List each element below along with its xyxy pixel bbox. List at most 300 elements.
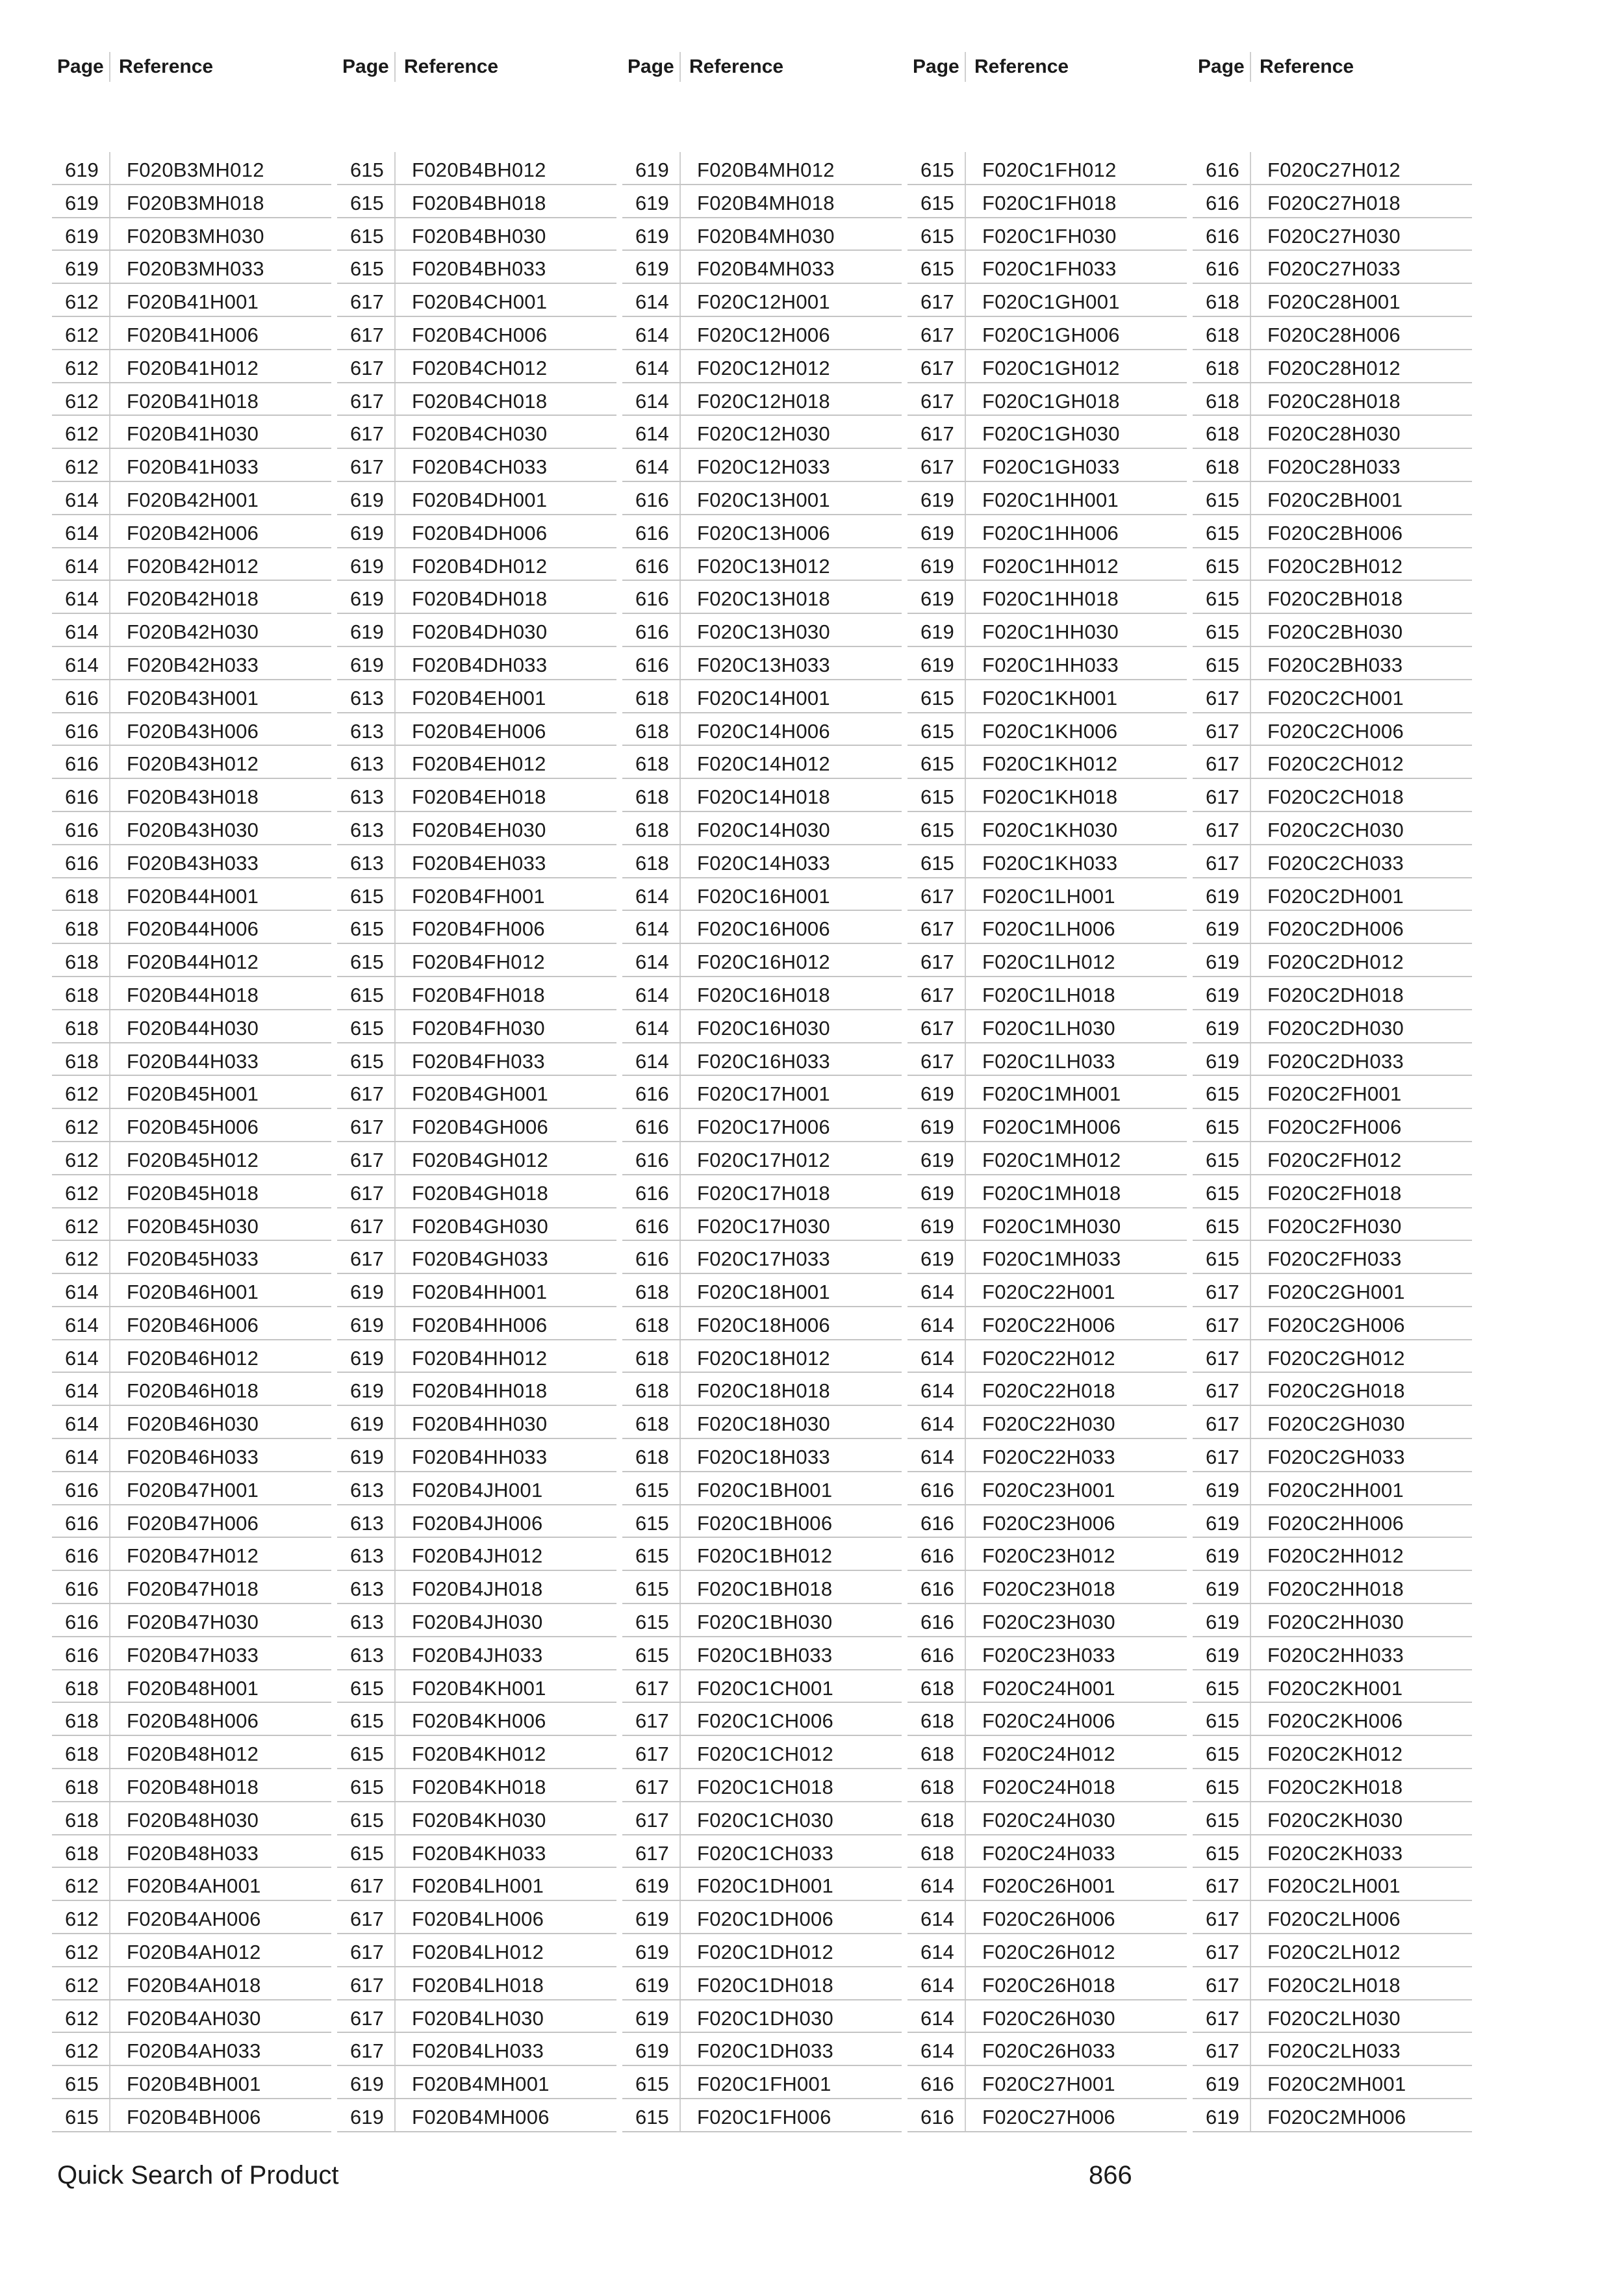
table-row (1193, 911, 1472, 944)
column-divider (965, 1010, 966, 1042)
column-divider (109, 2066, 110, 2098)
row-list (52, 152, 331, 2132)
page-cell: 614 (65, 620, 99, 644)
page-cell: 614 (65, 1446, 99, 1469)
column-divider (394, 647, 396, 679)
reference-cell: F020C27H012 (1267, 159, 1401, 181)
reference-cell: F020C2KH033 (1267, 1841, 1403, 1865)
table-row (1193, 1142, 1472, 1175)
page-cell: 618 (65, 1743, 99, 1766)
column-divider (679, 1241, 681, 1273)
table-row (337, 350, 616, 383)
table-row (52, 1010, 331, 1043)
column-divider (965, 383, 966, 415)
reference-cell: F020C2CH030 (1267, 818, 1404, 841)
table-row (907, 482, 1187, 515)
page-cell: 612 (65, 1214, 99, 1238)
page-cell: 614 (920, 1874, 954, 1898)
column-divider (394, 218, 396, 250)
page-cell: 618 (65, 1776, 99, 1799)
page-cell: 615 (1206, 488, 1239, 511)
reference-cell: F020B4MH018 (697, 191, 835, 214)
page-cell: 617 (350, 1874, 384, 1898)
column-divider (679, 218, 681, 250)
column-divider (109, 812, 110, 844)
page-cell: 614 (65, 1379, 99, 1403)
column-divider (1250, 1340, 1251, 1372)
reference-cell: F020B42H012 (127, 554, 259, 578)
reference-cell: F020B43H012 (127, 752, 259, 776)
column-divider (109, 52, 110, 82)
page-cell: 618 (65, 884, 99, 908)
table-row (622, 1373, 902, 1406)
page-cell: 615 (65, 2073, 99, 2096)
table-row (1193, 284, 1472, 317)
page-cell: 614 (635, 951, 669, 974)
column-divider (394, 1769, 396, 1801)
column-divider (109, 1307, 110, 1339)
reference-cell: F020C17H001 (697, 1082, 830, 1106)
column-divider (1250, 1769, 1251, 1801)
reference-cell: F020C22H006 (982, 1313, 1115, 1336)
column-divider (965, 581, 966, 613)
reference-cell: F020C14H030 (697, 818, 830, 841)
page-cell: 615 (350, 1709, 384, 1733)
reference-cell: F020B42H001 (127, 488, 259, 511)
table-row (337, 251, 616, 284)
page-cell: 615 (350, 951, 384, 974)
reference-cell: F020B42H030 (127, 620, 259, 644)
table-row (907, 1868, 1187, 1901)
reference-cell: F020C2DH018 (1267, 983, 1404, 1006)
reference-cell: F020C2FH033 (1267, 1247, 1402, 1271)
column-divider (679, 647, 681, 679)
reference-cell: F020B4JH012 (412, 1544, 543, 1568)
reference-cell: F020C1DH033 (697, 2039, 834, 2063)
table-row (337, 548, 616, 581)
page-cell: 615 (1206, 1841, 1239, 1865)
column-divider (394, 581, 396, 613)
column-divider (965, 416, 966, 448)
reference-cell: F020C16H006 (697, 917, 830, 941)
reference-cell: F020B42H033 (127, 653, 259, 676)
page-cell: 614 (920, 2039, 954, 2063)
row-list (337, 152, 616, 2132)
column-divider (1250, 1835, 1251, 1867)
table-row (337, 1208, 616, 1242)
page-cell: 619 (1206, 2106, 1239, 2129)
column-divider (394, 1604, 396, 1636)
reference-cell: F020B46H033 (127, 1446, 259, 1469)
table-row (907, 746, 1187, 779)
reference-cell: F020C1LH033 (982, 1049, 1115, 1073)
reference-cell: F020B42H006 (127, 521, 259, 544)
page-cell: 614 (65, 1412, 99, 1436)
page-cell: 616 (635, 1214, 669, 1238)
page-cell: 619 (635, 1908, 669, 1931)
page-cell: 617 (350, 356, 384, 379)
reference-cell: F020C14H001 (697, 686, 830, 709)
page-cell: 617 (920, 917, 954, 941)
table-row (52, 614, 331, 647)
reference-cell: F020C13H018 (697, 587, 830, 611)
table-row (52, 1472, 331, 1505)
column-divider (679, 1076, 681, 1108)
table-row (622, 1340, 902, 1373)
reference-cell: F020C27H001 (982, 2073, 1115, 2096)
column-divider (394, 284, 396, 316)
column-divider (109, 383, 110, 415)
page-cell: 615 (1206, 653, 1239, 676)
table-row (1193, 1835, 1472, 1869)
table-row (52, 1373, 331, 1406)
reference-cell: F020B4HH006 (412, 1313, 548, 1336)
table-row (622, 1703, 902, 1736)
column-divider (109, 1802, 110, 1834)
page-cell: 613 (350, 686, 384, 709)
column-divider (965, 52, 966, 82)
reference-cell: F020C17H018 (697, 1181, 830, 1205)
reference-cell: F020B4GH033 (412, 1247, 549, 1271)
column-divider (109, 1835, 110, 1867)
table-row (52, 2066, 331, 2099)
page-cell: 614 (635, 422, 669, 446)
column-divider (679, 614, 681, 646)
column-divider (394, 548, 396, 580)
table-row (337, 1142, 616, 1175)
page-cell: 617 (920, 1049, 954, 1073)
table-row (52, 515, 331, 548)
reference-cell: F020C2HH001 (1267, 1478, 1404, 1501)
column-divider (1250, 812, 1251, 844)
page-cell: 617 (350, 290, 384, 314)
reference-cell: F020C2MH001 (1267, 2073, 1406, 2096)
page-cell: 619 (350, 1281, 384, 1304)
column-divider (965, 2099, 966, 2131)
page-cell: 617 (350, 422, 384, 446)
column-divider (1250, 416, 1251, 448)
reference-cell: F020B47H033 (127, 1643, 259, 1667)
page-cell: 617 (635, 1776, 669, 1799)
page-cell: 619 (920, 620, 954, 644)
page-cell: 615 (350, 1776, 384, 1799)
page-cell: 615 (920, 786, 954, 809)
table-row (622, 1868, 902, 1901)
column-divider (394, 2033, 396, 2065)
column-divider (109, 1571, 110, 1603)
table-row (622, 1274, 902, 1307)
column-divider (109, 1934, 110, 1966)
reference-cell: F020C1CH001 (697, 1676, 834, 1700)
page-cell: 619 (635, 224, 669, 248)
column-divider (394, 944, 396, 976)
reference-cell: F020C1FH018 (982, 191, 1117, 214)
page-cell: 615 (1206, 1808, 1239, 1832)
column-divider (394, 1934, 396, 1966)
reference-cell: F020C1BH018 (697, 1578, 833, 1601)
page-cell: 612 (65, 1908, 99, 1931)
reference-cell: F020C2BH006 (1267, 521, 1403, 544)
page-cell: 612 (65, 1082, 99, 1106)
column-divider (1250, 1175, 1251, 1207)
table-row (907, 1538, 1187, 1571)
column-divider (394, 1340, 396, 1372)
reference-cell: F020C22H030 (982, 1412, 1115, 1436)
column-divider (965, 1703, 966, 1735)
column-divider (109, 1868, 110, 1900)
reference-cell: F020B4BH033 (412, 257, 546, 281)
page-cell: 614 (65, 521, 99, 544)
column-divider (394, 1010, 396, 1042)
reference-cell: F020B46H001 (127, 1281, 259, 1304)
reference-cell: F020C1BH001 (697, 1478, 833, 1501)
page-cell: 618 (920, 1776, 954, 1799)
table-row (1193, 1637, 1472, 1670)
reference-cell: F020B44H006 (127, 917, 259, 941)
column-divider (965, 647, 966, 679)
page-cell: 619 (920, 1181, 954, 1205)
page-cell: 619 (635, 2006, 669, 2030)
table-row (1193, 1868, 1472, 1901)
reference-cell: F020C2FH018 (1267, 1181, 1402, 1205)
reference-cell: F020C1HH030 (982, 620, 1119, 644)
page-cell: 619 (920, 488, 954, 511)
reference-cell: F020B41H033 (127, 455, 259, 479)
table-row (907, 350, 1187, 383)
table-row (52, 1439, 331, 1472)
table-row (622, 1307, 902, 1340)
reference-cell: F020B47H030 (127, 1611, 259, 1634)
table-row (52, 449, 331, 482)
reference-cell: F020B4FH001 (412, 884, 545, 908)
reference-cell: F020C1GH033 (982, 455, 1120, 479)
reference-cell: F020C28H033 (1267, 455, 1401, 479)
page-cell: 619 (920, 1214, 954, 1238)
page-header: Page (1198, 56, 1245, 77)
page-cell: 614 (635, 1016, 669, 1040)
column-divider (1250, 2000, 1251, 2032)
reference-cell: F020C12H018 (697, 389, 830, 413)
reference-header: Reference (1260, 56, 1354, 77)
page-cell: 615 (1206, 1776, 1239, 1799)
table-row (337, 1868, 616, 1901)
table-row (1193, 2066, 1472, 2099)
page-cell: 616 (635, 1247, 669, 1271)
reference-cell: F020C2BH030 (1267, 620, 1403, 644)
column-divider (965, 1505, 966, 1537)
column-divider (679, 350, 681, 382)
page-cell: 614 (920, 1346, 954, 1370)
reference-cell: F020B4MH033 (697, 257, 835, 281)
table-row (52, 1076, 331, 1109)
table-row (52, 1142, 331, 1175)
page-cell: 615 (350, 884, 384, 908)
table-row (907, 1274, 1187, 1307)
column-divider (965, 2066, 966, 2098)
reference-cell: F020C27H018 (1267, 191, 1401, 214)
reference-cell: F020B48H001 (127, 1676, 259, 1700)
table-row (1193, 152, 1472, 185)
table-row (1193, 449, 1472, 482)
reference-cell: F020C16H030 (697, 1016, 830, 1040)
table-row (52, 1175, 331, 1208)
page-cell: 615 (350, 1016, 384, 1040)
table-row (52, 1406, 331, 1439)
column-divider (965, 1538, 966, 1570)
table-row (337, 185, 616, 218)
column-divider (109, 185, 110, 217)
reference-cell: F020C14H012 (697, 752, 830, 776)
column-divider (1250, 1802, 1251, 1834)
reference-cell: F020C1FH012 (982, 159, 1117, 181)
page-cell: 616 (920, 1478, 954, 1501)
column-divider (109, 1109, 110, 1141)
reference-cell: F020C27H006 (982, 2106, 1115, 2129)
table-row (337, 1802, 616, 1835)
table-row (907, 1439, 1187, 1472)
reference-cell: F020C1HH012 (982, 554, 1119, 578)
column-divider (679, 1967, 681, 1999)
reference-cell: F020C1GH012 (982, 356, 1120, 379)
table-row (1193, 779, 1472, 812)
page-cell: 619 (920, 1082, 954, 1106)
table-row (907, 152, 1187, 185)
page-cell: 616 (65, 818, 99, 841)
page-cell: 615 (1206, 587, 1239, 611)
table-row (1193, 1274, 1472, 1307)
column-divider (1250, 680, 1251, 712)
reference-cell: F020C1BH006 (697, 1511, 833, 1535)
page-cell: 616 (1206, 257, 1239, 281)
column-divider (1250, 1439, 1251, 1471)
column-divider (679, 1703, 681, 1735)
column-divider (394, 779, 396, 811)
reference-cell: F020C2FH006 (1267, 1116, 1402, 1139)
table-row (337, 779, 616, 812)
table-row (52, 1637, 331, 1670)
reference-cell: F020C12H030 (697, 422, 830, 446)
table-row (337, 152, 616, 185)
column-divider (1250, 1868, 1251, 1900)
reference-cell: F020B4DH012 (412, 554, 548, 578)
table-row (337, 1538, 616, 1571)
reference-cell: F020C13H001 (697, 488, 830, 511)
page-cell: 613 (350, 786, 384, 809)
page-cell: 615 (920, 159, 954, 181)
column-divider (1250, 515, 1251, 547)
table-row (52, 1571, 331, 1604)
column-divider (394, 1076, 396, 1108)
page-header: Page (628, 56, 674, 77)
table-row (337, 1076, 616, 1109)
column-divider (965, 1967, 966, 1999)
table-row (622, 2033, 902, 2066)
table-row (337, 845, 616, 878)
column-divider (965, 2033, 966, 2065)
table-row (337, 1934, 616, 1967)
table-row (907, 1967, 1187, 2000)
column-divider (679, 185, 681, 217)
page-cell: 619 (635, 257, 669, 281)
reference-cell: F020B43H033 (127, 851, 259, 875)
reference-cell: F020C1KH001 (982, 686, 1118, 709)
table-row (1193, 1241, 1472, 1274)
column-divider (1250, 350, 1251, 382)
column-divider (394, 52, 396, 82)
column-divider (679, 1406, 681, 1438)
column-divider (394, 1901, 396, 1933)
page-cell: 616 (65, 851, 99, 875)
page-cell: 617 (920, 356, 954, 379)
table-row (907, 1637, 1187, 1670)
table-row (907, 1736, 1187, 1769)
reference-cell: F020C2HH030 (1267, 1611, 1404, 1634)
reference-cell: F020B4CH012 (412, 356, 548, 379)
footer-title: Quick Search of Product (57, 2161, 339, 2190)
table-row (1193, 2099, 1472, 2132)
reference-cell: F020B4KH018 (412, 1776, 546, 1799)
column-divider (109, 1241, 110, 1273)
reference-cell: F020C2GH006 (1267, 1313, 1405, 1336)
table-row (907, 911, 1187, 944)
table-row (907, 1109, 1187, 1142)
page-cell: 618 (635, 851, 669, 875)
page-cell: 618 (635, 1313, 669, 1336)
column-divider (109, 614, 110, 646)
page-cell: 617 (1206, 1379, 1239, 1403)
reference-cell: F020C2GH001 (1267, 1281, 1405, 1304)
reference-cell: F020C2FH030 (1267, 1214, 1402, 1238)
page-cell: 616 (920, 1578, 954, 1601)
reference-cell: F020C1KH030 (982, 818, 1118, 841)
page-cell: 615 (350, 1676, 384, 1700)
table-row (52, 647, 331, 680)
reference-cell: F020B44H033 (127, 1049, 259, 1073)
table-row (907, 383, 1187, 416)
page-cell: 615 (635, 1544, 669, 1568)
page-cell: 613 (350, 1578, 384, 1601)
table-row (1193, 614, 1472, 647)
column-divider (394, 746, 396, 778)
page-cell: 619 (65, 257, 99, 281)
table-row (1193, 1043, 1472, 1077)
reference-cell: F020B4GH006 (412, 1116, 549, 1139)
page-cell: 616 (635, 554, 669, 578)
table-row (1193, 1703, 1472, 1736)
page-cell: 612 (65, 2006, 99, 2030)
reference-cell: F020C18H030 (697, 1412, 830, 1436)
reference-cell: F020C2LH033 (1267, 2039, 1401, 2063)
reference-cell: F020C2GH033 (1267, 1446, 1405, 1469)
reference-cell: F020B4EH001 (412, 686, 546, 709)
table-row (907, 284, 1187, 317)
reference-cell: F020C2FH001 (1267, 1082, 1402, 1106)
column-divider (1250, 2066, 1251, 2098)
page-cell: 617 (920, 290, 954, 314)
column-divider (679, 515, 681, 547)
reference-cell: F020B4LH033 (412, 2039, 544, 2063)
reference-cell: F020B4JH033 (412, 1643, 543, 1667)
page-cell: 618 (1206, 290, 1239, 314)
column-divider (1250, 1571, 1251, 1603)
reference-cell: F020C1MH033 (982, 1247, 1121, 1271)
reference-cell: F020B48H012 (127, 1743, 259, 1766)
table-row (622, 152, 902, 185)
reference-cell: F020B4LH012 (412, 1941, 544, 1964)
page-cell: 613 (350, 1611, 384, 1634)
column-divider (679, 779, 681, 811)
reference-cell: F020C28H018 (1267, 389, 1401, 413)
